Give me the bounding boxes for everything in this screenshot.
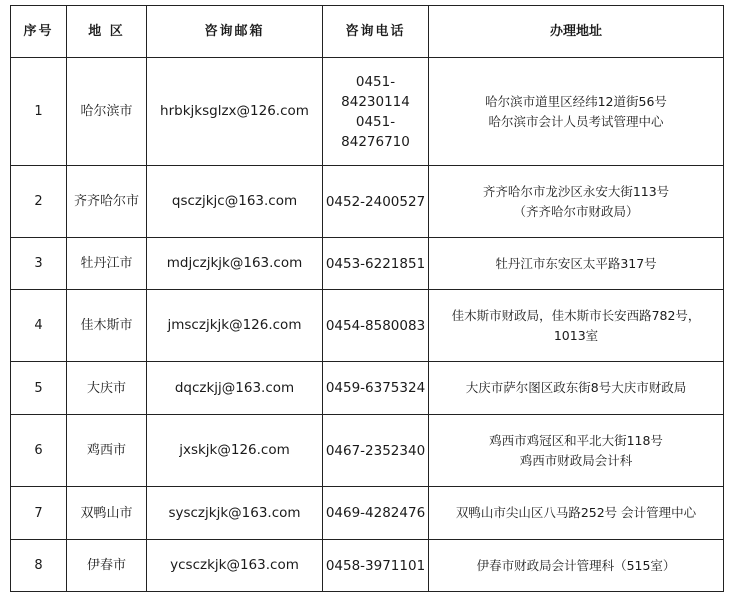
phone-line: 84276710 xyxy=(341,133,410,150)
row-region-cell: 齐齐哈尔市 xyxy=(67,166,147,238)
row-address-cell xyxy=(429,362,724,415)
row-address-cell xyxy=(429,290,724,362)
row-phone-cell xyxy=(323,238,429,290)
row-region-cell: 双鸭山市 xyxy=(67,487,147,540)
phone-line: 0469-4282476 xyxy=(325,505,426,521)
row-region-cell: 鸡西市 xyxy=(67,415,147,487)
row-index-cell: 7 xyxy=(11,487,67,540)
phone-line: 0467-2352340 xyxy=(325,442,426,459)
table-row xyxy=(11,487,724,540)
row-region-cell: 牡丹江市 xyxy=(67,238,147,290)
header-row xyxy=(11,6,724,58)
row-address-cell xyxy=(429,58,724,166)
header-phone: 咨询电话 xyxy=(323,6,429,58)
row-index-cell: 5 xyxy=(11,362,67,415)
contact-table xyxy=(10,5,724,592)
row-index-cell: 6 xyxy=(11,415,67,487)
row-index-cell: 4 xyxy=(11,290,67,362)
address-line: 哈尔滨市会计人员考试管理中心 xyxy=(488,113,664,129)
row-region-cell: 哈尔滨市 xyxy=(67,58,147,166)
address-line: 哈尔滨市道里区经纬12道街56号 xyxy=(485,93,667,109)
address-line: （齐齐哈尔市财政局） xyxy=(513,203,639,219)
row-email-cell: dqczkjj@163.com xyxy=(147,362,323,415)
header-address: 办理地址 xyxy=(429,6,724,58)
address-line: 大庆市萨尔图区政东街8号大庆市财政局 xyxy=(465,380,687,395)
address-line: 双鸭山市尖山区八马路252号 会计管理中心 xyxy=(455,505,697,520)
phone-line: 0451- xyxy=(355,113,396,130)
row-email-cell: qsczjkjc@163.com xyxy=(147,166,323,238)
phone-line: 0453-6221851 xyxy=(325,255,426,272)
row-phone-cell xyxy=(323,290,429,362)
header-index: 序号 xyxy=(11,6,67,58)
row-address-cell xyxy=(429,238,724,290)
address-line: 鸡西市财政局会计科 xyxy=(519,452,633,468)
row-address-cell xyxy=(429,487,724,540)
row-region-cell: 佳木斯市 xyxy=(67,290,147,362)
row-phone-cell xyxy=(323,58,429,166)
phone-line: 84230114 xyxy=(341,93,410,110)
phone-line: 0459-6375324 xyxy=(325,380,426,396)
row-phone-cell xyxy=(323,362,429,415)
table-row xyxy=(11,238,724,290)
table-row xyxy=(11,166,724,238)
table-row xyxy=(11,58,724,166)
table-row xyxy=(11,415,724,487)
row-email-cell: ycsczkjk@163.com xyxy=(147,540,323,592)
row-index-cell: 2 xyxy=(11,166,67,238)
address-line: 伊春市财政局会计管理科（515室） xyxy=(476,557,676,573)
row-address-cell xyxy=(429,166,724,238)
header-email: 咨询邮箱 xyxy=(147,6,323,58)
address-line: 佳木斯市财政局，佳木斯市长安西路782号， xyxy=(451,307,701,323)
address-line: 1013室 xyxy=(553,327,599,343)
table-body xyxy=(11,58,724,592)
row-phone-cell xyxy=(323,166,429,238)
address-line: 齐齐哈尔市龙沙区永安大街113号 xyxy=(482,183,670,199)
row-index-cell: 3 xyxy=(11,238,67,290)
row-email-cell: jxskjk@126.com xyxy=(147,415,323,487)
address-line: 牡丹江市东安区太平路317号 xyxy=(495,255,657,271)
table-row xyxy=(11,540,724,592)
phone-line: 0451- xyxy=(355,73,396,90)
row-email-cell: jmsczjkjk@126.com xyxy=(147,290,323,362)
row-phone-cell xyxy=(323,415,429,487)
row-index-cell: 1 xyxy=(11,58,67,166)
phone-line: 0452-2400527 xyxy=(325,193,426,210)
header-region: 地 区 xyxy=(67,6,147,58)
table-row xyxy=(11,290,724,362)
row-email-cell: hrbkjksglzx@126.com xyxy=(147,58,323,166)
row-index-cell: 8 xyxy=(11,540,67,592)
phone-line: 0458-3971101 xyxy=(325,557,426,574)
phone-line: 0454-8580083 xyxy=(325,317,426,334)
row-region-cell: 大庆市 xyxy=(67,362,147,415)
row-address-cell xyxy=(429,415,724,487)
row-phone-cell xyxy=(323,540,429,592)
row-region-cell: 伊春市 xyxy=(67,540,147,592)
table-row xyxy=(11,362,724,415)
row-phone-cell xyxy=(323,487,429,540)
address-line: 鸡西市鸡冠区和平北大街118号 xyxy=(489,432,663,448)
row-address-cell xyxy=(429,540,724,592)
row-email-cell: mdjczjkjk@163.com xyxy=(147,238,323,290)
row-email-cell: sysczjkjk@163.com xyxy=(147,487,323,540)
